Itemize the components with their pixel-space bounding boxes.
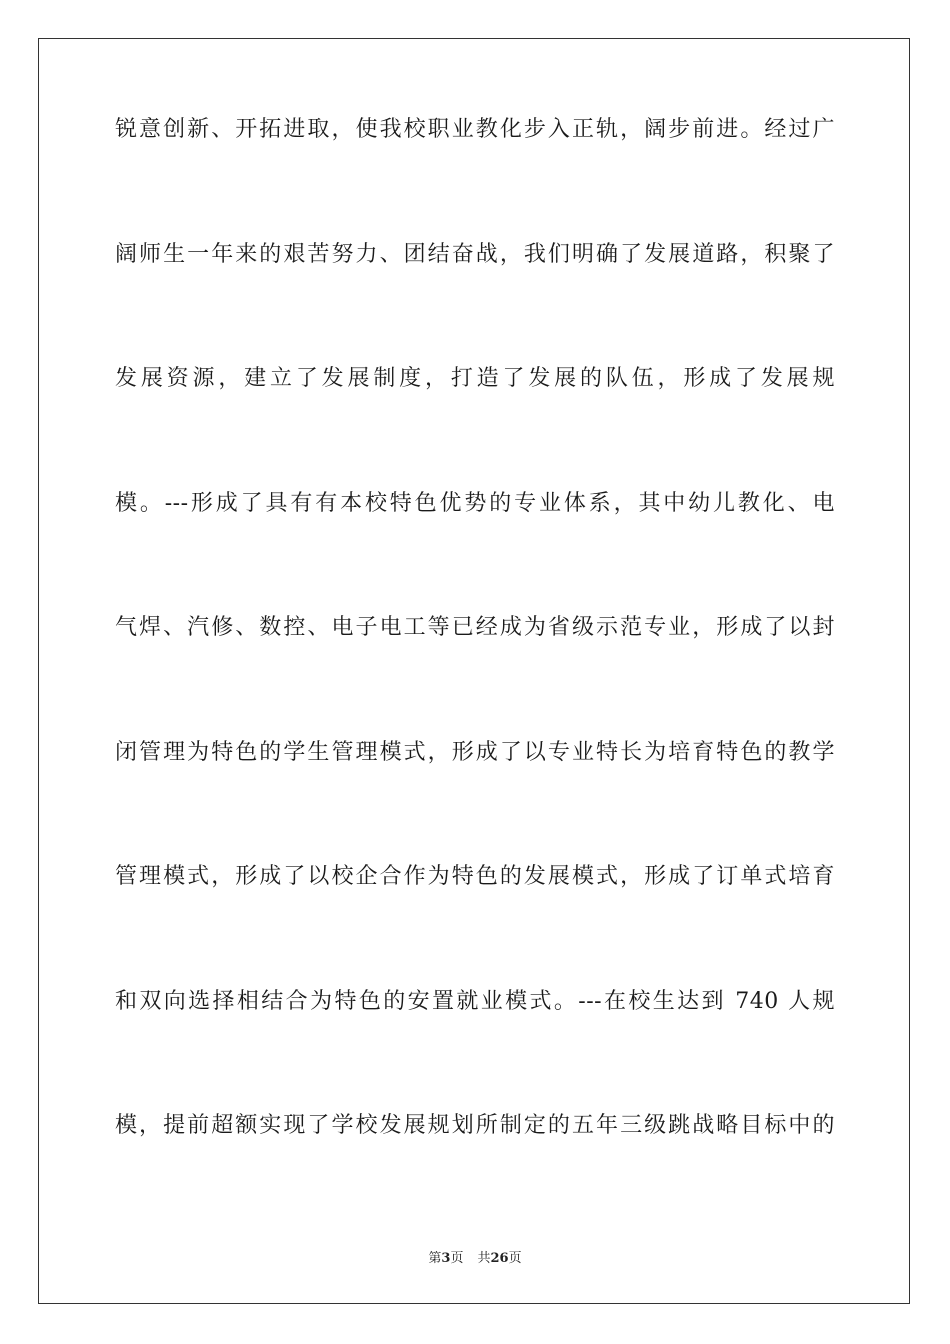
text-line-8: 和双向选择相结合为特色的安置就业模式。---在校生达到 740 人规 bbox=[115, 988, 835, 1014]
text-line-4: 模。---形成了具有有本校特色优势的专业体系，其中幼儿教化、电 bbox=[115, 490, 835, 516]
page-footer bbox=[0, 1247, 950, 1266]
total-pages-number: 26 bbox=[490, 1251, 509, 1266]
text-line-3: 发展资源，建立了发展制度，打造了发展的队伍，形成了发展规 bbox=[115, 366, 835, 391]
text-line-2: 阔师生一年来的艰苦努力、团结奋战，我们明确了发展道路，积聚了 bbox=[115, 241, 835, 267]
page-prefix: 第 bbox=[428, 1251, 442, 1266]
page-suffix: 页 bbox=[450, 1251, 464, 1266]
text-line-7: 管理模式，形成了以校企合作为特色的发展模式，形成了订单式培育 bbox=[115, 864, 835, 889]
total-suffix: 页 bbox=[508, 1251, 522, 1266]
current-page-number: 3 bbox=[441, 1251, 451, 1266]
text-line-5: 气焊、汽修、数控、电子电工等已经成为省级示范专业，形成了以封 bbox=[115, 615, 835, 640]
text-line-9: 模，提前超额实现了学校发展规划所制定的五年三级跳战略目标中的 bbox=[115, 1113, 835, 1138]
document-body bbox=[115, 117, 835, 1227]
text-line-6: 闭管理为特色的学生管理模式，形成了以专业特长为培育特色的教学 bbox=[115, 739, 835, 765]
total-prefix: 共 bbox=[477, 1251, 491, 1266]
text-line-1: 锐意创新、开拓进取，使我校职业教化步入正轨，阔步前进。经过广 bbox=[115, 117, 835, 142]
